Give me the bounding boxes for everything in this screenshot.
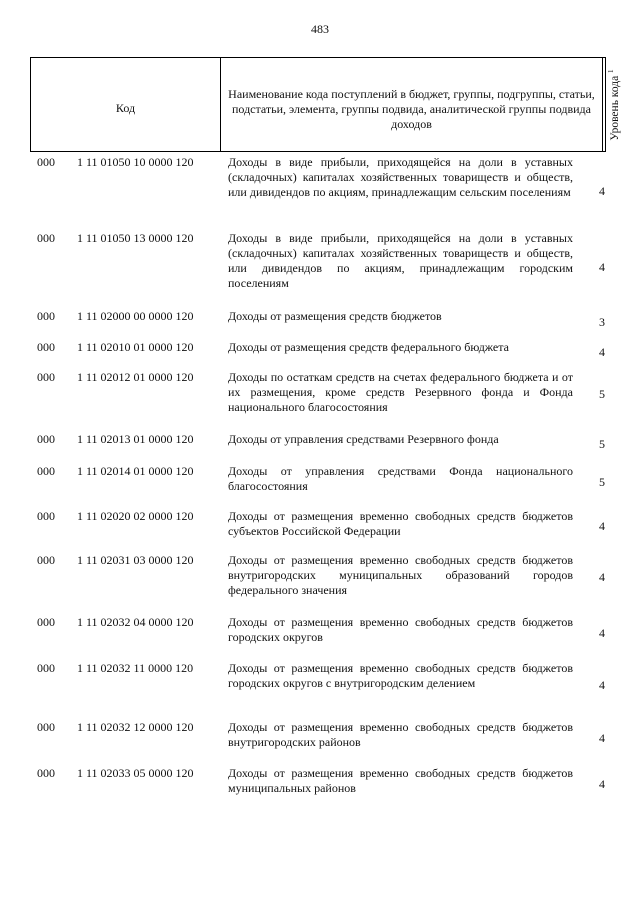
row-level: 3 [599, 315, 605, 329]
row-prefix: 000 [37, 464, 55, 478]
table-row [37, 763, 607, 809]
row-name: Доходы от размещения временно свободных средств бюджетов муниципальных районов [228, 766, 573, 795]
row-name: Доходы в виде прибыли, приходящейся на доли в уставных (складочных) капиталах хозяйственных товариществ и обществ, или дивидендов по акциям, принадлежащим сельским поселениям [228, 155, 573, 199]
row-level: 5 [599, 475, 605, 489]
table-row [37, 337, 607, 367]
row-code: 1 11 02032 11 0000 120 [77, 661, 194, 675]
header-name: Наименование кода поступлений в бюджет, группы, подгруппы, статьи, подстатьи, элемента, группы подвида, аналитической группы подвида доходов [221, 58, 603, 151]
row-prefix: 000 [37, 553, 55, 567]
row-level: 4 [599, 777, 605, 791]
row-code: 1 11 02032 12 0000 120 [77, 720, 194, 734]
table-row [37, 506, 607, 550]
row-name: Доходы в виде прибыли, приходящейся на доли в уставных (складочных) капиталах хозяйственных товариществ и обществ, или дивидендов по акциям, принадлежащим городским поселениям [228, 231, 573, 290]
row-prefix: 000 [37, 309, 55, 323]
table-row [37, 306, 607, 337]
row-code: 1 11 02032 04 0000 120 [77, 615, 194, 629]
header-level [603, 58, 625, 151]
table-row [37, 717, 607, 763]
row-code: 1 11 02014 01 0000 120 [77, 464, 194, 478]
row-level: 4 [599, 626, 605, 640]
table-row [37, 152, 607, 228]
table-row [37, 658, 607, 717]
row-name: Доходы от управления средствами Фонда национального благосостояния [228, 464, 573, 493]
header-level-text: Уровень кода [608, 75, 621, 141]
row-code: 1 11 02000 00 0000 120 [77, 309, 194, 323]
row-name: Доходы от размещения средств федерального бюджета [228, 340, 509, 354]
row-prefix: 000 [37, 720, 55, 734]
row-code: 1 11 02010 01 0000 120 [77, 340, 194, 354]
row-prefix: 000 [37, 231, 55, 245]
row-level: 4 [599, 260, 605, 274]
table-row [37, 550, 607, 612]
row-prefix: 000 [37, 615, 55, 629]
row-name: Доходы от размещения средств бюджетов [228, 309, 442, 323]
header-level-footnote: 1 [607, 68, 616, 73]
row-code: 1 11 02012 01 0000 120 [77, 370, 194, 384]
header-level-label [607, 69, 621, 140]
table-row [37, 429, 607, 461]
page-number: 483 [311, 22, 329, 36]
row-level: 4 [599, 345, 605, 359]
row-code: 1 11 02031 03 0000 120 [77, 553, 194, 567]
row-level: 4 [599, 731, 605, 745]
row-name: Доходы от размещения временно свободных средств бюджетов внутригородских муниципальных образований городов федерального значения [228, 553, 573, 597]
table-row [37, 367, 607, 429]
row-name: Доходы от размещения временно свободных средств бюджетов внутригородских районов [228, 720, 573, 749]
header-code: Код [31, 58, 221, 151]
table-row [37, 461, 607, 506]
row-prefix: 000 [37, 370, 55, 384]
row-name: Доходы от размещения временно свободных средств бюджетов городских округов [228, 615, 573, 644]
row-level: 4 [599, 184, 605, 198]
row-level: 5 [599, 437, 605, 451]
row-prefix: 000 [37, 661, 55, 675]
row-code: 1 11 02013 01 0000 120 [77, 432, 194, 446]
row-code: 1 11 01050 13 0000 120 [77, 231, 194, 245]
row-prefix: 000 [37, 432, 55, 446]
row-prefix: 000 [37, 509, 55, 523]
row-code: 1 11 02020 02 0000 120 [77, 509, 194, 523]
row-prefix: 000 [37, 340, 55, 354]
row-prefix: 000 [37, 155, 55, 169]
table-header [30, 57, 621, 152]
row-name: Доходы от размещения временно свободных средств бюджетов городских округов с внутригородским делением [228, 661, 573, 690]
row-name: Доходы от размещения временно свободных средств бюджетов субъектов Российской Федерации [228, 509, 573, 538]
row-code: 1 11 01050 10 0000 120 [77, 155, 194, 169]
row-level: 4 [599, 570, 605, 584]
row-code: 1 11 02033 05 0000 120 [77, 766, 194, 780]
row-name: Доходы по остаткам средств на счетах федерального бюджета и от их размещения, кроме средств Резервного фонда и Фонда национального благосостояния [228, 370, 573, 414]
row-level: 5 [599, 387, 605, 401]
row-name: Доходы от управления средствами Резервного фонда [228, 432, 499, 446]
row-level: 4 [599, 519, 605, 533]
table-row [37, 228, 607, 306]
row-level: 4 [599, 678, 605, 692]
table-row [37, 612, 607, 658]
row-prefix: 000 [37, 766, 55, 780]
